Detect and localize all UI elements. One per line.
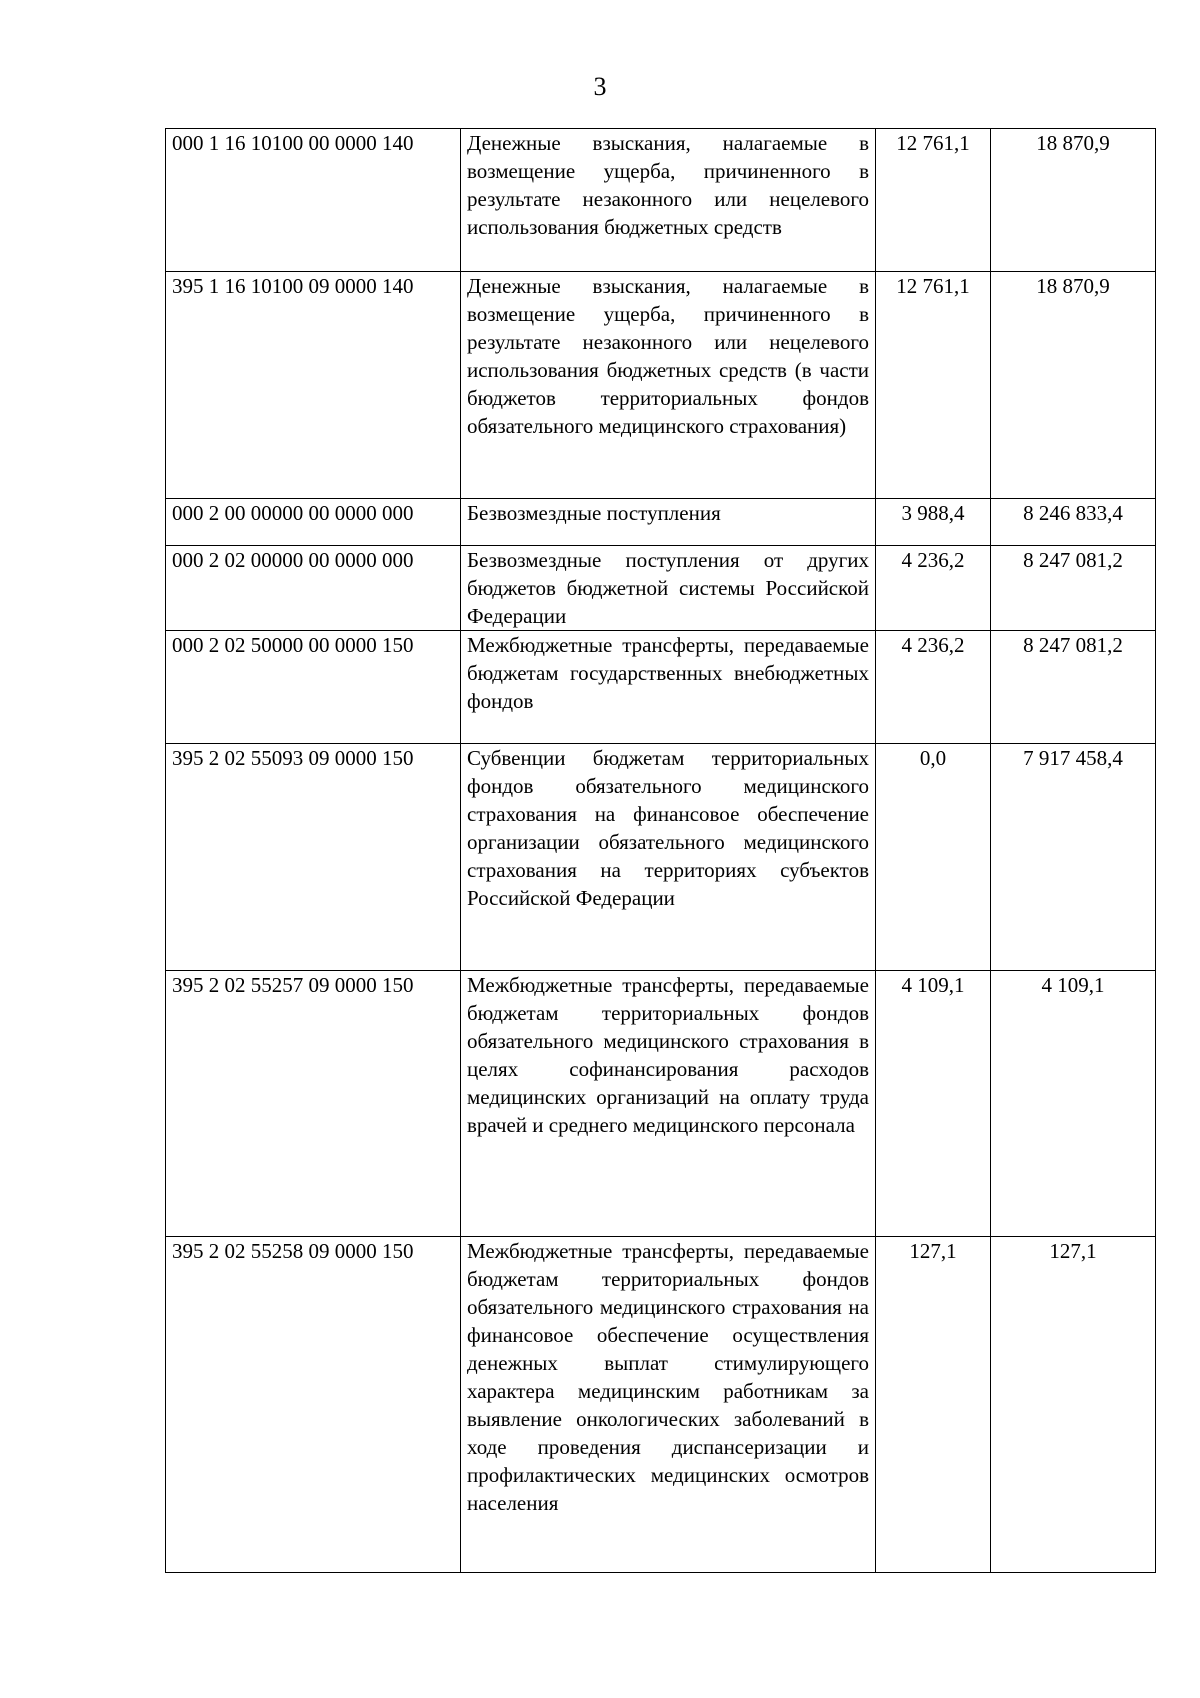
value-column-2-cell: 4 109,1 (991, 971, 1156, 1237)
table-row (166, 971, 1156, 1237)
budget-code-cell: 395 1 16 10100 09 0000 140 (166, 272, 461, 499)
budget-code-cell: 000 2 02 00000 00 0000 000 (166, 546, 461, 631)
budget-revenue-table (165, 128, 1156, 1573)
revenue-name-cell: Безвозмездные поступления от других бюджетов бюджетной системы Российской Федерации (461, 546, 876, 631)
value-column-2-cell: 18 870,9 (991, 272, 1156, 499)
revenue-name-cell: Межбюджетные трансферты, передаваемые бюджетам территориальных фондов обязательного медицинского страхования в целях софинансирования расходов медицинских организаций на оплату труда врачей и среднего медицинского персонала (461, 971, 876, 1237)
budget-code-cell: 395 2 02 55093 09 0000 150 (166, 744, 461, 971)
revenue-name-cell: Субвенции бюджетам территориальных фондов обязательного медицинского страхования на финансовое обеспечение организации обязательного медицинского страхования на территориях субъектов Российской Федерации (461, 744, 876, 971)
table-row (166, 546, 1156, 631)
value-column-1-cell: 12 761,1 (876, 272, 991, 499)
budget-code-cell: 000 2 00 00000 00 0000 000 (166, 499, 461, 546)
value-column-2-cell: 8 247 081,2 (991, 546, 1156, 631)
revenue-name-cell: Межбюджетные трансферты, передаваемые бюджетам территориальных фондов обязательного медицинского страхования на финансовое обеспечение осуществления денежных выплат стимулирующего характера медицинским работникам за выявление онкологических заболеваний в ходе проведения диспансеризации и профилактических медицинских осмотров населения (461, 1237, 876, 1573)
revenue-name-cell: Денежные взыскания, налагаемые в возмещение ущерба, причиненного в результате незаконного или нецелевого использования бюджетных средств (461, 129, 876, 272)
revenue-name-cell: Межбюджетные трансферты, передаваемые бюджетам государственных внебюджетных фондов (461, 631, 876, 744)
value-column-1-cell: 3 988,4 (876, 499, 991, 546)
value-column-2-cell: 127,1 (991, 1237, 1156, 1573)
value-column-2-cell: 7 917 458,4 (991, 744, 1156, 971)
budget-code-cell: 395 2 02 55257 09 0000 150 (166, 971, 461, 1237)
budget-code-cell: 395 2 02 55258 09 0000 150 (166, 1237, 461, 1573)
value-column-2-cell: 18 870,9 (991, 129, 1156, 272)
revenue-name-cell: Безвозмездные поступления (461, 499, 876, 546)
table-row (166, 272, 1156, 499)
budget-code-cell: 000 2 02 50000 00 0000 150 (166, 631, 461, 744)
value-column-1-cell: 127,1 (876, 1237, 991, 1573)
table-row (166, 631, 1156, 744)
table-row (166, 1237, 1156, 1573)
revenue-name-cell: Денежные взыскания, налагаемые в возмещение ущерба, причиненного в результате незаконного или нецелевого использования бюджетных средств (в части бюджетов территориальных фондов обязательного медицинского страхования) (461, 272, 876, 499)
value-column-1-cell: 4 236,2 (876, 631, 991, 744)
table-row (166, 129, 1156, 272)
table-row (166, 499, 1156, 546)
budget-code-cell: 000 1 16 10100 00 0000 140 (166, 129, 461, 272)
value-column-1-cell: 4 236,2 (876, 546, 991, 631)
value-column-2-cell: 8 246 833,4 (991, 499, 1156, 546)
value-column-1-cell: 4 109,1 (876, 971, 991, 1237)
value-column-1-cell: 12 761,1 (876, 129, 991, 272)
table-row (166, 744, 1156, 971)
page-number: 3 (593, 72, 607, 101)
value-column-1-cell: 0,0 (876, 744, 991, 971)
value-column-2-cell: 8 247 081,2 (991, 631, 1156, 744)
